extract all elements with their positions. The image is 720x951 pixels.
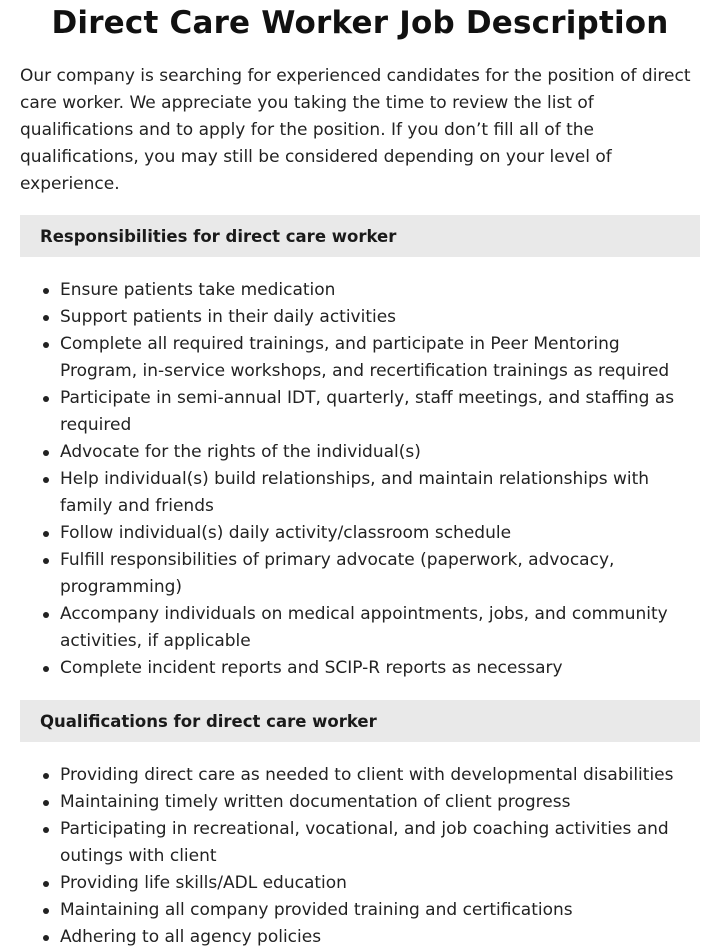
page-title: Direct Care Worker Job Description: [51, 5, 669, 41]
list-item: Accompany individuals on medical appointments, jobs, and community activities, if applicable: [60, 601, 700, 655]
list-item: Fulfill responsibilities of primary advocate (paperwork, advocacy, programming): [60, 547, 700, 601]
qualifications-header: [20, 700, 700, 742]
qualifications-list: [20, 762, 700, 951]
list-item: Participate in semi-annual IDT, quarterly, staff meetings, and staffing as required: [60, 385, 700, 439]
list-item: Help individual(s) build relationships, and maintain relationships with family and friends: [60, 466, 700, 520]
responsibilities-heading: Responsibilities for direct care worker: [40, 226, 397, 246]
qualifications-heading: Qualifications for direct care worker: [40, 711, 377, 731]
list-item: Ensure patients take medication: [60, 277, 700, 304]
list-item: Complete incident reports and SCIP-R reports as necessary: [60, 655, 700, 682]
responsibilities-list: [20, 277, 700, 682]
list-item: Maintaining all company provided training and certifications: [60, 897, 700, 924]
list-item: Providing life skills/ADL education: [60, 870, 700, 897]
intro-paragraph: Our company is searching for experienced candidates for the position of direct care worker. We appreciate you taking the time to review the list of qualifications and to apply for the position. If you don’t fill all of the qualifications, you may still be considered depending on your level of experience.: [20, 66, 691, 194]
responsibilities-header: [20, 215, 700, 257]
list-item: Support patients in their daily activities: [60, 304, 700, 331]
list-item: Providing direct care as needed to client with developmental disabilities: [60, 762, 700, 789]
list-item: Adhering to all agency policies: [60, 924, 700, 951]
list-item: Follow individual(s) daily activity/classroom schedule: [60, 520, 700, 547]
list-item: Participating in recreational, vocational, and job coaching activities and outings with client: [60, 816, 700, 870]
list-item: Maintaining timely written documentation of client progress: [60, 789, 700, 816]
list-item: Complete all required trainings, and participate in Peer Mentoring Program, in-service workshops, and recertification trainings as required: [60, 331, 700, 385]
list-item: Advocate for the rights of the individual(s): [60, 439, 700, 466]
